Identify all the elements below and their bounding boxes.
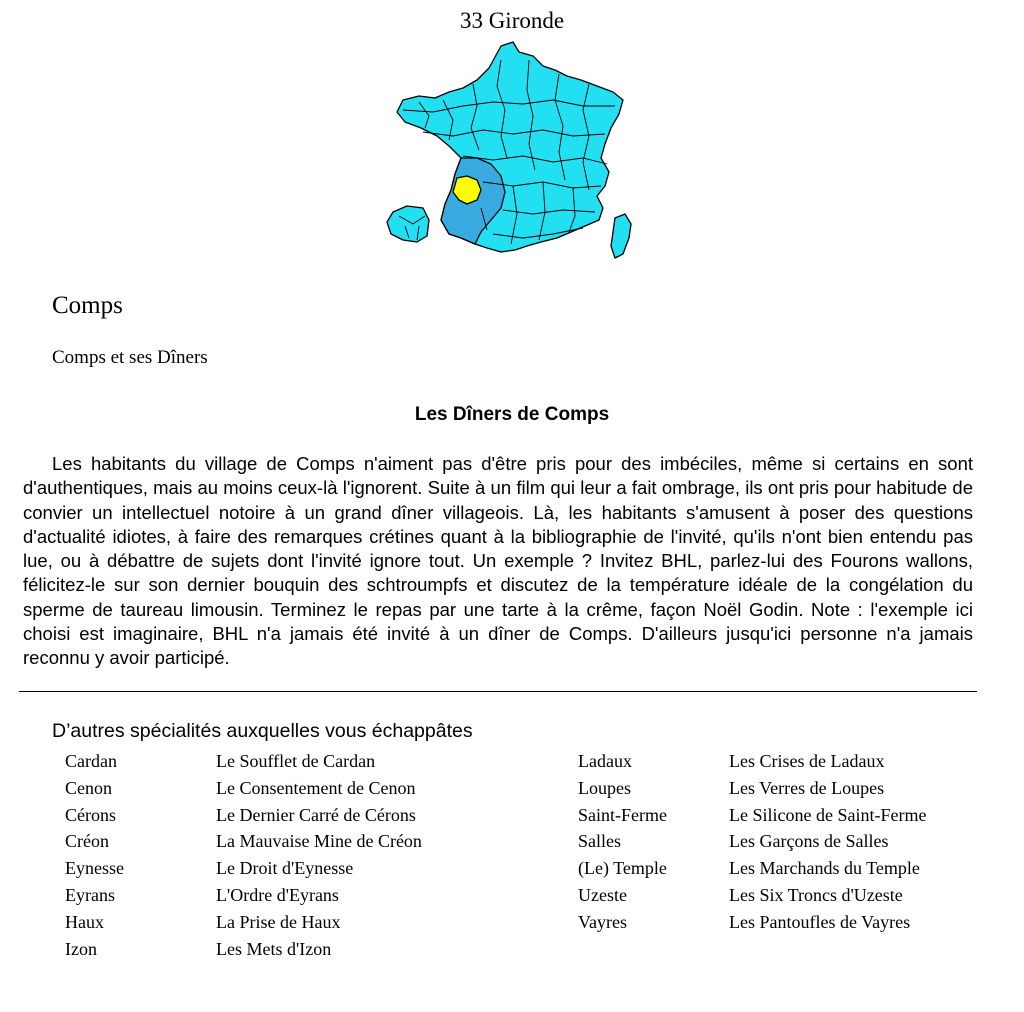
specialty-town: Cardan (65, 751, 117, 771)
specialty-town: (Le) Temple (578, 858, 667, 879)
page-subtitle: Comps et ses Dîners (52, 347, 208, 368)
specialty-name: Les Crises de Ladaux (729, 751, 885, 771)
specialty-town: Eynesse (65, 858, 124, 879)
specialty-town: Ladaux (578, 751, 632, 771)
specialty-name: Les Pantoufles de Vayres (729, 911, 911, 932)
specialty-town: Cenon (65, 777, 112, 798)
specialty-name: Les Garçons de Salles (729, 831, 889, 852)
specialty-name: Le Silicone de Saint-Ferme (729, 804, 927, 825)
specialty-name: Les Mets d'Izon (216, 938, 332, 959)
inset-island (387, 206, 429, 242)
specialty-name: La Prise de Haux (216, 911, 341, 932)
article-body: Les habitants du village de Comps n'aiment pas d'être pris pour des imbéciles, même si certains en sont d'authentiques, mais au moins ceux-là l'ignorent. Suite à un film qui leur a fait ombrage, ils ont pris pour habitude de convier un intellectuel notoire à un grand dîner villageois. Là, les habitants s'amusent à poser des questions d'actualité idiotes, à faire des remarques crétines quant à la bibliographie de l'invité, qu'ils n'ont bien entendu pas lue, ou à débattre de sujets dont l'invité ignore tout. Un exemple ? Invitez BHL, parlez-lui des Fourons wallons, félicitez-le sur son dernier bouquin des schtroumpfs et discutez de la température idéale de la congélation du sperme de taureau limousin. Terminez le repas par une tarte à la crême, façon Noël Godin. Note : l'exemple ici choisi est imaginaire, BHL n'a jamais été invité à un dîner de Comps. D'ailleurs jusqu'ici personne n'a jamais reconnu y avoir participé. (23, 453, 973, 669)
corsica (611, 214, 631, 258)
article-title: Les Dîners de Comps (414, 404, 610, 425)
specialty-town: Izon (65, 938, 97, 959)
specialty-town: Cérons (65, 804, 116, 825)
specialty-town: Loupes (578, 777, 631, 798)
france-departments-map (383, 40, 641, 264)
specialties-towns-right (578, 748, 667, 936)
mainland-france (397, 42, 623, 252)
specialty-town: Saint-Ferme (578, 804, 667, 825)
specialty-town: Haux (65, 911, 104, 932)
specialty-town: Eyrans (65, 884, 115, 905)
specialty-name: Le Dernier Carré de Cérons (216, 804, 416, 825)
specialty-name: Le Soufflet de Cardan (216, 751, 376, 771)
specialties-heading: D’autres spécialités auxquelles vous échappâtes (52, 720, 473, 742)
department-title: 33 Gironde (459, 8, 565, 33)
specialty-name: L'Ordre d'Eyrans (216, 884, 339, 905)
specialties-towns-left (65, 748, 124, 962)
specialty-town: Créon (65, 831, 109, 852)
specialty-name: Le Consentement de Cenon (216, 777, 416, 798)
specialties-names-right (729, 748, 926, 936)
specialty-town: Uzeste (578, 884, 627, 905)
specialty-name: Le Droit d'Eynesse (216, 858, 354, 879)
specialty-name: La Mauvaise Mine de Créon (216, 831, 422, 852)
specialty-name: Les Verres de Loupes (729, 777, 885, 798)
specialty-town: Salles (578, 831, 621, 852)
specialty-town: Vayres (578, 911, 627, 932)
specialty-name: Les Marchands du Temple (729, 858, 920, 879)
specialties-names-left (216, 748, 422, 962)
horizontal-divider (19, 691, 977, 692)
town-name: Comps (52, 292, 123, 319)
specialty-name: Les Six Troncs d'Uzeste (729, 884, 903, 905)
